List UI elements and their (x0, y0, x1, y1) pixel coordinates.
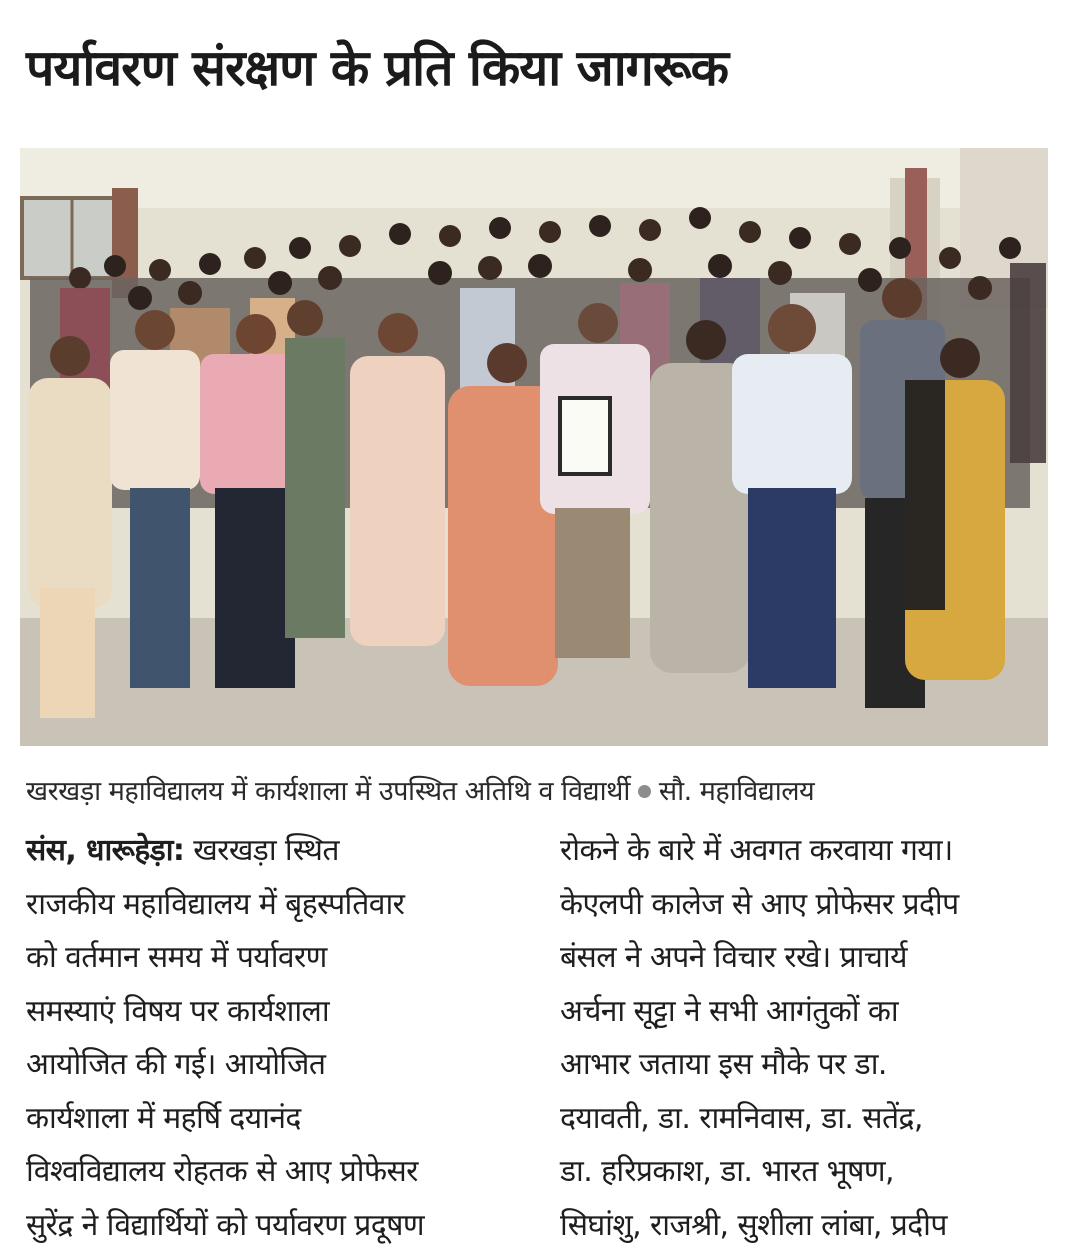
body-line: विश्वविद्यालय रोहतक से आए प्रोफेसर (26, 1145, 526, 1199)
body-line: समस्याएं विषय पर कार्यशाला (26, 985, 526, 1039)
article-column-left (26, 824, 526, 1252)
body-line: अर्चना सूट्टा ने सभी आगंतुकों का (560, 985, 1060, 1039)
body-line: बंसल ने अपने विचार रखे। प्राचार्य (560, 931, 1060, 985)
body-line: रोकने के बारे में अवगत करवाया गया। (560, 824, 1060, 878)
article-headline: पर्यावरण संरक्षण के प्रति किया जागरूक (26, 30, 1056, 106)
bullet-icon (638, 785, 651, 798)
dateline: संस, धारूहेड़ा: (26, 833, 184, 868)
body-line: केएलपी कालेज से आए प्रोफेसर प्रदीप (560, 878, 1060, 932)
article-column-right (560, 824, 1060, 1252)
photo-caption (26, 772, 1066, 812)
body-line (26, 824, 526, 878)
body-line: राजकीय महाविद्यालय में बृहस्पतिवार (26, 878, 526, 932)
body-line: दयावती, डा. रामनिवास, डा. सतेंद्र, (560, 1092, 1060, 1146)
body-line: आयोजित की गई। आयोजित (26, 1038, 526, 1092)
news-photo (20, 148, 1048, 746)
body-text: खरखड़ा स्थित (184, 833, 339, 868)
body-line: सुरेंद्र ने विद्यार्थियों को पर्यावरण प्रदूषण (26, 1199, 526, 1252)
body-line: आभार जताया इस मौके पर डा. (560, 1038, 1060, 1092)
body-line: कार्यशाला में महर्षि दयानंद (26, 1092, 526, 1146)
photo-credit: सौ. महाविद्यालय (659, 776, 814, 807)
caption-text: खरखड़ा महाविद्यालय में कार्यशाला में उपस्थित अतिथि व विद्यार्थी (26, 776, 630, 807)
body-line: को वर्तमान समय में पर्यावरण (26, 931, 526, 985)
body-line: सिघांशु, राजश्री, सुशीला लांबा, प्रदीप (560, 1199, 1060, 1252)
body-line: डा. हरिप्रकाश, डा. भारत भूषण, (560, 1145, 1060, 1199)
